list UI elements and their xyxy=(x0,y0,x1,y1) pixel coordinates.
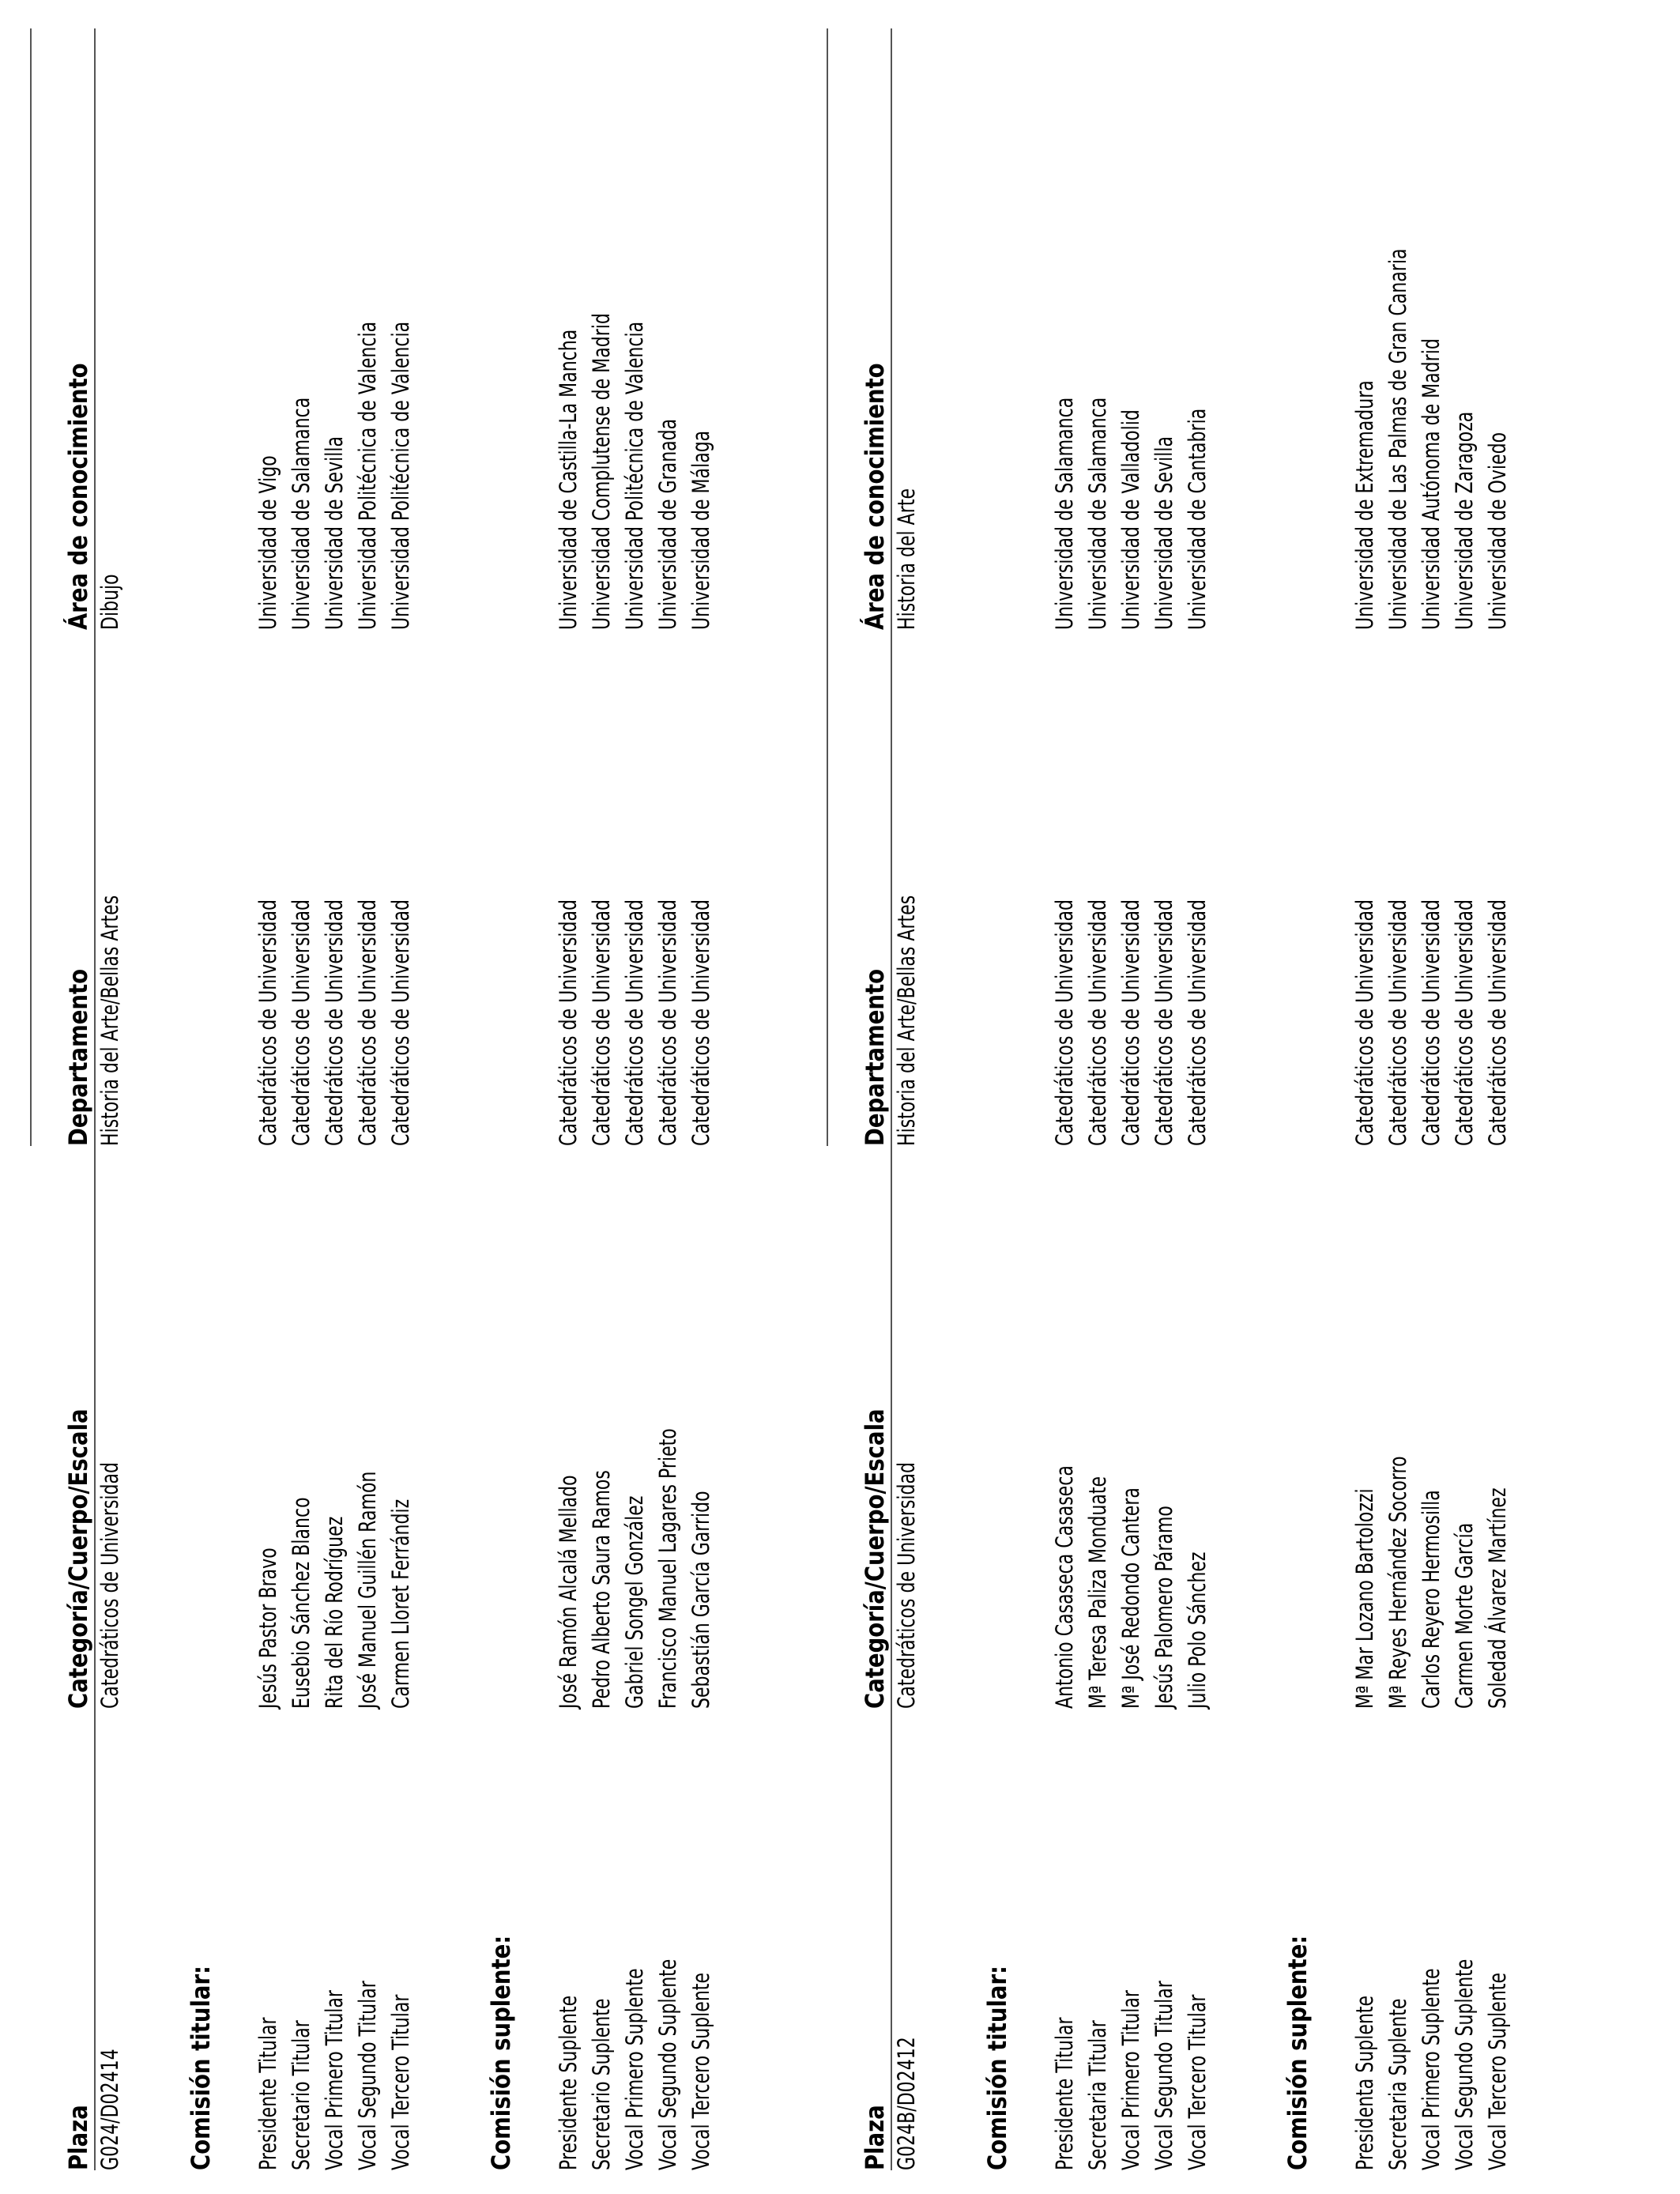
member-row xyxy=(588,28,621,2194)
plaza-block-2 xyxy=(797,28,1666,2194)
member-name: Francisco Manuel Lagares Prieto xyxy=(654,1428,681,1709)
member-cuerpo: Catedráticos de Universidad xyxy=(321,899,348,1146)
member-role: Vocal Primero Titular xyxy=(1117,1990,1144,2170)
member-cuerpo: Catedráticos de Universidad xyxy=(1117,899,1144,1146)
member-universidad: Universidad de Salamanca xyxy=(288,397,315,630)
member-cuerpo: Catedráticos de Universidad xyxy=(1451,899,1478,1146)
member-name: Antonio Casaseca Casaseca xyxy=(1051,1465,1078,1709)
member-row xyxy=(288,28,321,2194)
member-cuerpo: Catedráticos de Universidad xyxy=(1484,899,1511,1146)
member-role: Secretaria Suplente xyxy=(1384,1998,1411,2170)
member-row xyxy=(1351,28,1384,2194)
comision-suplente-title: Comisión suplente: xyxy=(486,1935,516,2170)
header-area: Área de conocimiento xyxy=(860,363,890,630)
member-name: José Manuel Guillén Ramón xyxy=(354,1471,381,1709)
member-cuerpo: Catedráticos de Universidad xyxy=(387,899,414,1146)
plaza-block-1 xyxy=(0,28,869,2194)
member-cuerpo: Catedráticos de Universidad xyxy=(1418,899,1445,1146)
member-universidad: Universidad de Salamanca xyxy=(1084,397,1111,630)
member-name: Jesús Palomero Páramo xyxy=(1151,1506,1177,1709)
member-role: Vocal Tercero Suplente xyxy=(1484,1972,1511,2170)
member-role: Vocal Segundo Suplente xyxy=(1451,1958,1478,2170)
plaza-area: Dibujo xyxy=(96,574,123,630)
member-role: Vocal Segundo Suplente xyxy=(654,1958,681,2170)
member-cuerpo: Catedráticos de Universidad xyxy=(354,899,381,1146)
member-row xyxy=(1084,28,1117,2194)
member-name: Mª Mar Lozano Bartolozzi xyxy=(1351,1488,1378,1709)
member-role: Presidente Titular xyxy=(254,2017,281,2170)
member-cuerpo: Catedráticos de Universidad xyxy=(555,899,582,1146)
plaza-code: G024B/D02412 xyxy=(893,2037,920,2170)
plaza-row xyxy=(95,28,128,2194)
member-row xyxy=(254,28,288,2194)
member-universidad: Universidad de Vigo xyxy=(254,455,281,630)
member-cuerpo: Catedráticos de Universidad xyxy=(254,899,281,1146)
member-row xyxy=(687,28,721,2194)
member-role: Vocal Primero Suplente xyxy=(621,1968,648,2170)
plaza-categoria: Catedráticos de Universidad xyxy=(893,1461,920,1709)
member-row xyxy=(1484,28,1517,2194)
member-cuerpo: Catedráticos de Universidad xyxy=(1351,899,1378,1146)
header-departamento: Departamento xyxy=(860,968,890,1146)
header-area: Área de conocimiento xyxy=(63,363,93,630)
member-cuerpo: Catedráticos de Universidad xyxy=(687,899,714,1146)
header-categoria: Categoría/Cuerpo/Escala xyxy=(63,1408,93,1709)
member-universidad: Universidad Autónoma de Madrid xyxy=(1418,338,1445,630)
member-name: Mª Teresa Paliza Monduate xyxy=(1084,1476,1111,1709)
plaza-departamento: Historia del Arte/Bellas Artes xyxy=(893,895,920,1146)
member-row xyxy=(1051,28,1084,2194)
member-universidad: Universidad Politécnica de Valencia xyxy=(621,321,648,630)
member-cuerpo: Catedráticos de Universidad xyxy=(288,899,315,1146)
member-universidad: Universidad de Valladolid xyxy=(1117,409,1144,630)
header-rule xyxy=(30,28,32,1146)
member-name: Eusebio Sánchez Blanco xyxy=(288,1497,315,1709)
member-name: Mª José Redondo Cantera xyxy=(1117,1487,1144,1709)
member-role: Presidente Suplente xyxy=(555,1995,582,2170)
member-cuerpo: Catedráticos de Universidad xyxy=(1151,899,1177,1146)
member-row xyxy=(1384,28,1418,2194)
member-name: Carlos Reyero Hermosilla xyxy=(1418,1490,1445,1709)
member-role: Secretario Titular xyxy=(288,2020,315,2170)
member-cuerpo: Catedráticos de Universidad xyxy=(654,899,681,1146)
member-name: Gabriel Songel González xyxy=(621,1495,648,1709)
member-row xyxy=(1418,28,1451,2194)
plaza-departamento: Historia del Arte/Bellas Artes xyxy=(96,895,123,1146)
member-role: Vocal Primero Titular xyxy=(321,1990,348,2170)
member-row xyxy=(387,28,420,2194)
member-universidad: Universidad de Salamanca xyxy=(1051,397,1078,630)
member-universidad: Universidad de Castilla-La Mancha xyxy=(555,329,582,630)
member-universidad: Universidad de Las Palmas de Gran Canaria xyxy=(1384,248,1411,630)
member-universidad: Universidad Complutense de Madrid xyxy=(588,313,615,630)
member-cuerpo: Catedráticos de Universidad xyxy=(1184,899,1211,1146)
member-name: Julio Polo Sánchez xyxy=(1184,1551,1211,1709)
member-universidad: Universidad de Málaga xyxy=(687,430,714,630)
member-row xyxy=(1117,28,1151,2194)
member-name: Soledad Álvarez Martínez xyxy=(1484,1487,1511,1709)
member-universidad: Universidad de Oviedo xyxy=(1484,432,1511,630)
member-name: José Ramón Alcalá Mellado xyxy=(555,1475,582,1709)
member-universidad: Universidad de Granada xyxy=(654,418,681,630)
member-cuerpo: Catedráticos de Universidad xyxy=(1051,899,1078,1146)
member-role: Vocal Tercero Suplente xyxy=(687,1972,714,2170)
plaza-code: G024/D02414 xyxy=(96,2049,123,2170)
member-name: Pedro Alberto Saura Ramos xyxy=(588,1470,615,1709)
member-role: Presidenta Suplente xyxy=(1351,1995,1378,2170)
member-role: Secretaria Titular xyxy=(1084,2020,1111,2170)
member-role: Vocal Tercero Titular xyxy=(1184,1994,1211,2170)
member-universidad: Universidad de Sevilla xyxy=(321,435,348,630)
member-role: Vocal Primero Suplente xyxy=(1418,1968,1445,2170)
member-role: Vocal Segundo Titular xyxy=(1151,1981,1177,2170)
member-universidad: Universidad de Sevilla xyxy=(1151,435,1177,630)
plaza-row xyxy=(891,28,925,2194)
comision-titular-title: Comisión titular: xyxy=(186,1965,216,2170)
member-role: Presidente Titular xyxy=(1051,2017,1078,2170)
plaza-area: Historia del Arte xyxy=(893,488,920,630)
header-plaza: Plaza xyxy=(63,2105,93,2170)
member-row xyxy=(555,28,588,2194)
member-name: Sebastián García Garrido xyxy=(687,1491,714,1709)
member-universidad: Universidad de Cantabria xyxy=(1184,408,1211,630)
member-row xyxy=(1151,28,1184,2194)
member-name: Mª Reyes Hernández Socorro xyxy=(1384,1456,1411,1709)
member-cuerpo: Catedráticos de Universidad xyxy=(621,899,648,1146)
member-universidad: Universidad de Zaragoza xyxy=(1451,411,1478,630)
member-name: Rita del Río Rodríguez xyxy=(321,1516,348,1709)
header-rule xyxy=(827,28,828,1146)
member-row xyxy=(1184,28,1217,2194)
header-departamento: Departamento xyxy=(63,968,93,1146)
member-universidad: Universidad de Extremadura xyxy=(1351,380,1378,630)
member-row xyxy=(621,28,654,2194)
member-row xyxy=(354,28,387,2194)
member-cuerpo: Catedráticos de Universidad xyxy=(1084,899,1111,1146)
member-universidad: Universidad Politécnica de Valencia xyxy=(387,321,414,630)
member-row xyxy=(1451,28,1484,2194)
plaza-categoria: Catedráticos de Universidad xyxy=(96,1461,123,1709)
member-cuerpo: Catedráticos de Universidad xyxy=(1384,899,1411,1146)
comision-suplente-title: Comisión suplente: xyxy=(1283,1935,1313,2170)
member-row xyxy=(654,28,687,2194)
member-name: Carmen Morte García xyxy=(1451,1522,1478,1709)
member-role: Vocal Tercero Titular xyxy=(387,1994,414,2170)
member-role: Vocal Segundo Titular xyxy=(354,1981,381,2170)
header-categoria: Categoría/Cuerpo/Escala xyxy=(860,1408,890,1709)
member-universidad: Universidad Politécnica de Valencia xyxy=(354,321,381,630)
member-row xyxy=(321,28,354,2194)
member-name: Carmen Lloret Ferrándiz xyxy=(387,1498,414,1709)
comision-titular-title: Comisión titular: xyxy=(982,1965,1012,2170)
member-name: Jesús Pastor Bravo xyxy=(254,1547,281,1709)
member-role: Secretario Suplente xyxy=(588,1998,615,2170)
header-plaza: Plaza xyxy=(860,2105,890,2170)
member-cuerpo: Catedráticos de Universidad xyxy=(588,899,615,1146)
